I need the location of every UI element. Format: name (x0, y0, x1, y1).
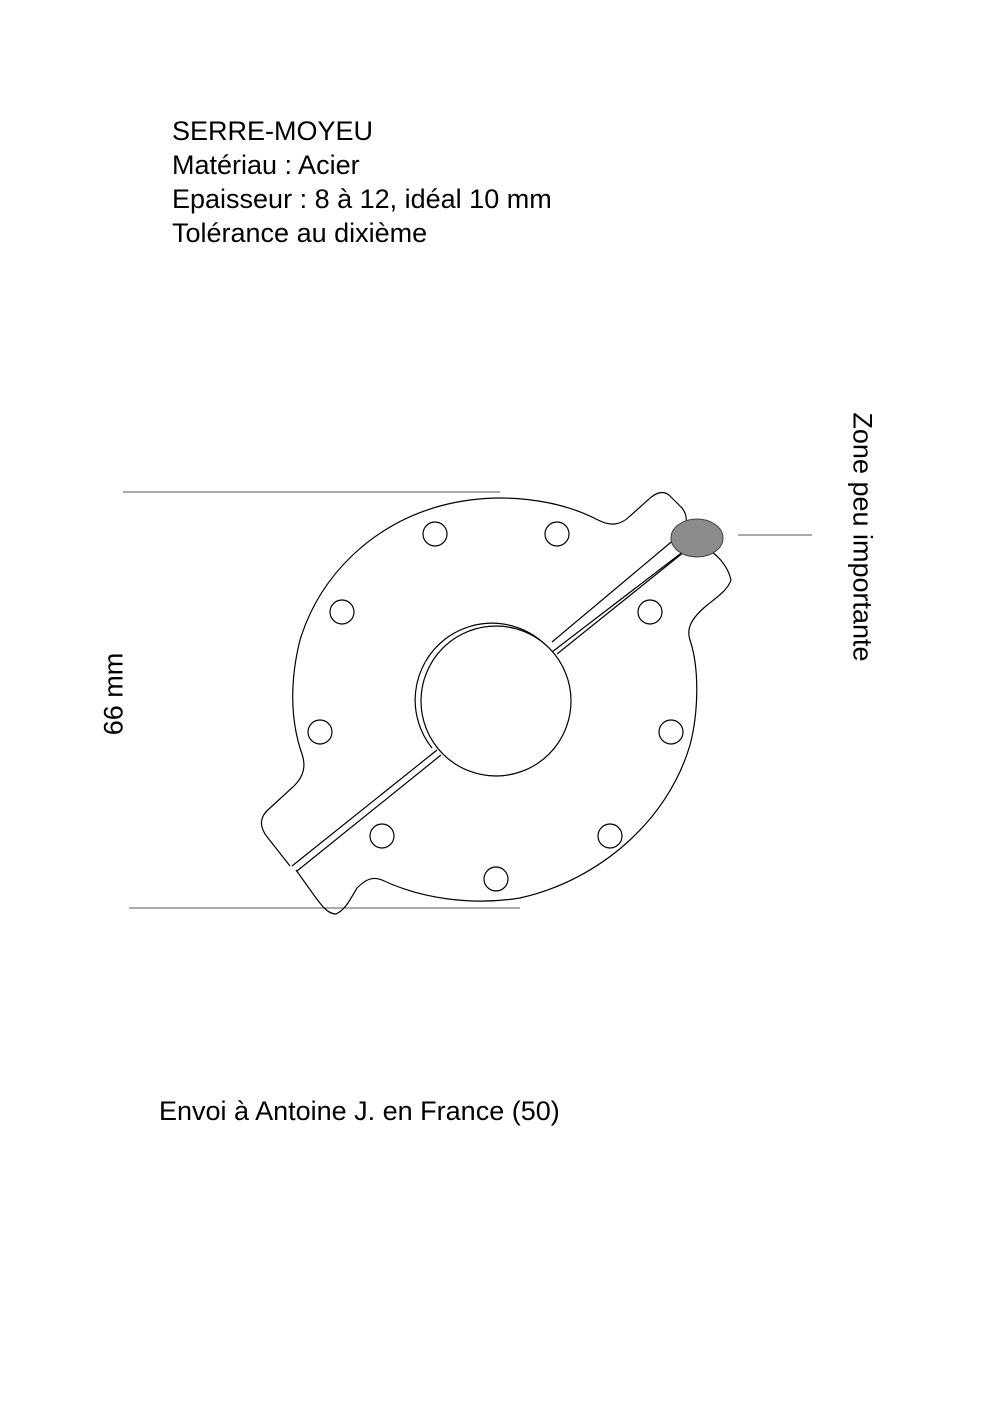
slot-line-lower-a (292, 750, 437, 866)
shipping-note: Envoi à Antoine J. en France (50) (159, 1096, 560, 1126)
bolt-hole (638, 600, 662, 624)
bolt-hole (659, 720, 683, 744)
center-bore (421, 626, 571, 776)
tolerance-text: Tolérance au dixième (172, 218, 428, 248)
part-title: SERRE-MOYEU (172, 116, 374, 146)
dimension-label: 66 mm (98, 652, 129, 736)
zone-marker (671, 519, 723, 557)
slot-line-lower-b (297, 755, 441, 871)
bolt-hole (423, 522, 447, 546)
bolt-hole (598, 824, 622, 848)
bolt-hole (308, 720, 332, 744)
zone-label: Zone peu importante (847, 412, 878, 662)
material-text: Matériau : Acier (172, 150, 360, 180)
bolt-hole (545, 522, 569, 546)
bolt-hole (330, 600, 354, 624)
bolt-hole (484, 867, 508, 891)
bolt-hole (370, 824, 394, 848)
thickness-text: Epaisseur : 8 à 12, idéal 10 mm (172, 184, 552, 214)
slot-line-upper (557, 552, 684, 654)
